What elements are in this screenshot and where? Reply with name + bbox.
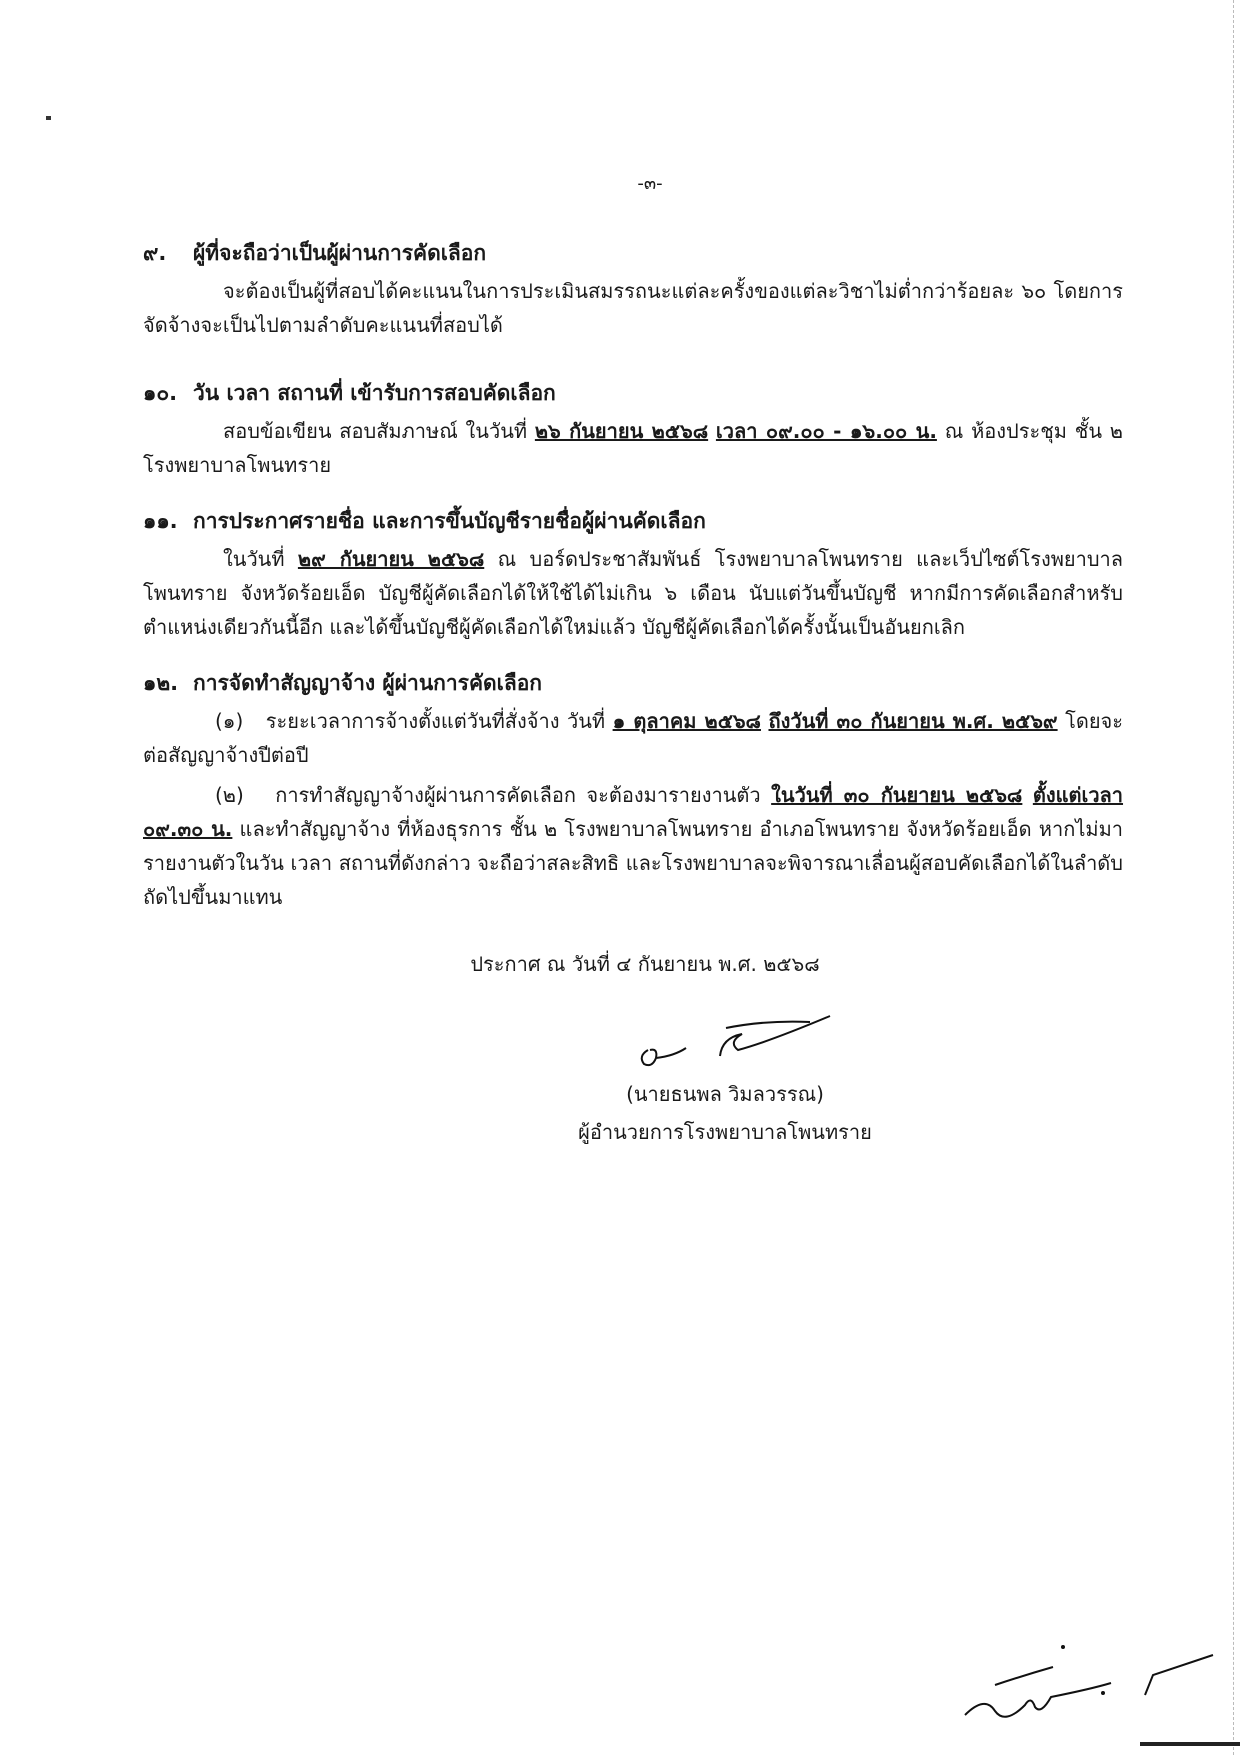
section-text: ณ บอร์ดประชาสัมพันธ์ โรงพยาบาลโพนทราย และเว็ปไซต์โรงพยาบาลโพนทราย จังหวัดร้อยเอ็ด บัญชีผู้คัดเลือกได้ให้ใช้ได้ไม่เกิน ๖ เดือน นับแต่วันขึ้นบัญชี หากมีการคัดเลือกสำหรับตำแหน่งเดียวกันนี้อีก และได้ขึ้นบัญชีผู้คัดเลือกได้ใหม่แล้ว บัญชีผู้คัดเลือกได้ครั้งนั้นเป็นอันยกเลิก [143,547,1124,639]
section-text: จะต้องเป็นผู้ที่สอบได้คะแนนในการประเมินสมรรถนะแต่ละครั้งของแต่ละวิชาไม่ต่ำกว่าร้อยละ ๖๐ โดยการจัดจ้างจะเป็นไปตามลำดับคะแนนที่สอบได้ [143,279,1123,337]
signer-block [560,1075,890,1151]
section-9 [143,238,1123,342]
section-10 [143,378,1123,482]
section-title: วัน เวลา สถานที่ เข้ารับการสอบคัดเลือก [193,381,556,405]
contract-start-date: ๑ ตุลาคม ๒๕๖๘ [612,709,761,733]
scan-edge-line [1140,1742,1240,1746]
section-number: ๑๑. [143,509,178,533]
section-number: ๙. [143,241,167,265]
section-12-item-1 [143,704,1123,772]
signer-name: (นายธนพล วิมลวรรณ) [626,1082,824,1106]
report-date: ในวันที่ ๓๐ กันยายน ๒๕๖๘ [771,783,1023,807]
announce-date: ๒๙ กันยายน ๒๕๖๘ [297,547,485,571]
page-number: -๓- [637,173,663,194]
report-time: ตั้งแต่เวลา ๐๙.๓๐ น. [143,783,1124,841]
section-11-body [143,542,1123,644]
section-number: ๑๒. [143,671,179,695]
scan-edge [1232,0,1234,1755]
contract-end-date: ถึงวันที่ ๓๐ กันยายน พ.ศ. ๒๕๖๙ [768,709,1058,733]
item-number: (๑) [215,709,244,733]
section-12-item-2 [143,778,1123,914]
section-text: โดยจะต่อสัญญาจ้างปีต่อปี [143,709,1124,767]
section-9-heading [143,238,1123,268]
section-number: ๑๐. [143,381,178,405]
section-text: ณ ห้องประชุม ชั้น ๒ โรงพยาบาลโพนทราย [143,419,1123,477]
signature-image [630,1010,840,1076]
item-number: (๒) [215,783,244,807]
initials-image [955,1635,1225,1735]
section-title: การจัดทำสัญญาจ้าง ผู้ผ่านการคัดเลือก [193,671,543,695]
section-text: การทำสัญญาจ้างผู้ผ่านการคัดเลือก จะต้องมารายงานตัว [275,783,761,807]
section-title: ผู้ที่จะถือว่าเป็นผู้ผ่านการคัดเลือก [193,241,487,265]
section-11-heading [143,506,1123,536]
exam-time: เวลา ๐๙.๐๐ - ๑๖.๐๐ น. [715,419,937,443]
section-10-heading [143,378,1123,408]
section-12 [143,668,1123,914]
scan-mark [46,116,51,120]
section-text: สอบข้อเขียน สอบสัมภาษณ์ ในวันที่ [223,419,528,443]
section-text: ระยะเวลาการจ้างตั้งแต่วันที่สั่งจ้าง วันที่ [265,709,606,733]
section-text: และทำสัญญาจ้าง ที่ห้องธุรการ ชั้น ๒ โรงพยาบาลโพนทราย อำเภอโพนทราย จังหวัดร้อยเอ็ด หากไม่มารายงานตัวในวัน เวลา สถานที่ดังกล่าว จะถือว่าสละสิทธิ และโรงพยาบาลจะพิจารณาเลื่อนผู้สอบคัดเลือกได้ในลำดับถัดไปขึ้นมาแทน [143,817,1123,909]
exam-date: ๒๖ กันยายน ๒๕๖๘ [534,419,709,443]
section-10-body [143,414,1123,482]
section-11 [143,506,1123,644]
section-title: การประกาศรายชื่อ และการขึ้นบัญชีรายชื่อผู้ผ่านคัดเลือก [193,509,706,533]
announcement-date: ประกาศ ณ วันที่ ๔ กันยายน พ.ศ. ๒๕๖๘ [470,952,820,976]
signer-position: ผู้อำนวยการโรงพยาบาลโพนทราย [578,1120,872,1144]
section-12-heading [143,668,1123,698]
section-text: ในวันที่ [223,547,285,571]
section-9-body [143,274,1123,342]
